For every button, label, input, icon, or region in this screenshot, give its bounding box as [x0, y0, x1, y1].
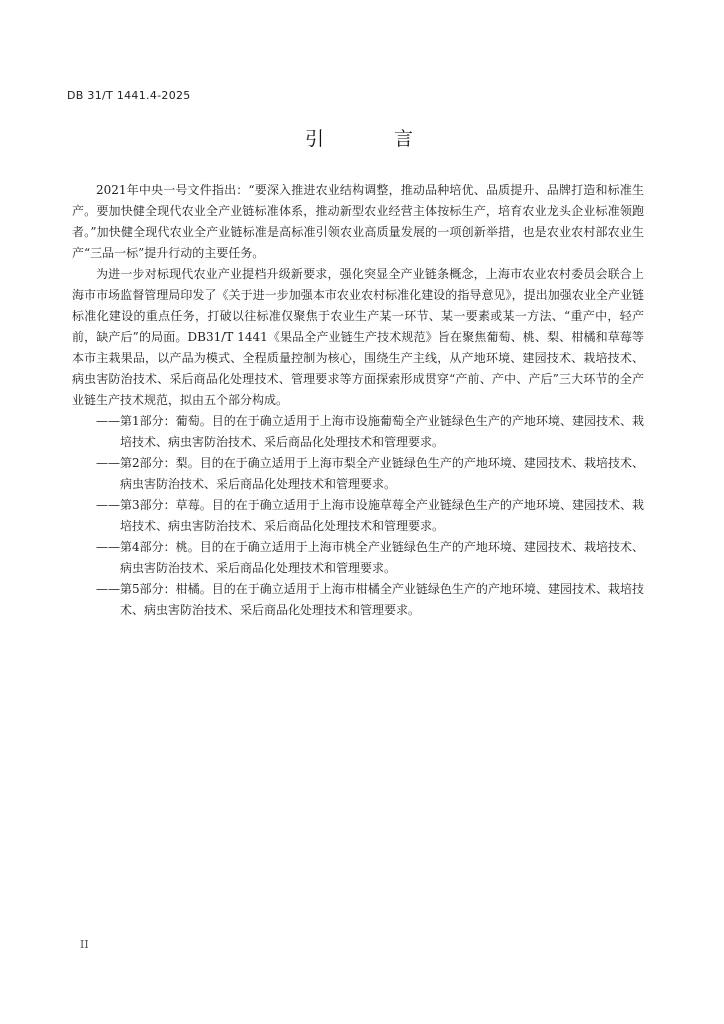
document-code: DB 31/T 1441.4-2025	[67, 89, 191, 102]
paragraph-1: 2021年中央一号文件指出：“要深入推进农业结构调整，推动品种培优、品质提升、品牌打造和标准生产。要加快健全现代农业全产业链标准体系，推动新型农业经营主体按标生产，培育农业龙头企业标准领跑者。”加快健全现代农业全产业链标准是高标准引领农业高质量发展的一项创新举措，也是农业农村部农业生产“三品一标”提升行动的主要任务。	[72, 183, 644, 260]
part-item-2: ——第2部分：梨。目的在于确立适用于上海市梨全产业链绿色生产的产地环境、建园技术、栽培技术、病虫害防治技术、采后商品化处理技术和管理要求。	[96, 456, 644, 491]
introduction-body	[72, 180, 644, 621]
part-item-1: ——第1部分：葡萄。目的在于确立适用于上海市设施葡萄全产业链绿色生产的产地环境、建园技术、栽培技术、病虫害防治技术、采后商品化处理技术和管理要求。	[96, 414, 644, 449]
part-item-5: ——第5部分：柑橘。目的在于确立适用于上海市柑橘全产业链绿色生产的产地环境、建园技术、栽培技术、病虫害防治技术、采后商品化处理技术和管理要求。	[96, 582, 644, 617]
parts-list	[72, 411, 644, 621]
part-item-4: ——第4部分：桃。目的在于确立适用于上海市桃全产业链绿色生产的产地环境、建园技术、栽培技术、病虫害防治技术、采后商品化处理技术和管理要求。	[96, 540, 644, 575]
page-title: 引 言	[304, 128, 446, 150]
page-number: II	[80, 938, 89, 951]
paragraph-2: 为进一步对标现代农业产业提档升级新要求，强化突显全产业链条概念，上海市农业农村委员会联合上海市市场监督管理局印发了《关于进一步加强本市农业农村标准化建设的指导意见》，提出加强农业全产业链标准化建设的重点任务，打破以往标准仅聚焦于农业生产某一环节、某一要素或某一方法、“重产中，轻产前，缺产后”的局面。DB31/T 1441《果品全产业链生产技术规范》旨在聚焦葡萄、桃、梨、柑橘和草莓等本市主栽果品，以产品为模式、全程质量控制为核心，围绕生产主线，从产地环境、建园技术、栽培技术、病虫害防治技术、采后商品化处理技术、管理要求等方面探索形成贯穿“产前、产中、产后”三大环节的全产业链生产技术规范，拟由五个部分构成。	[72, 267, 644, 407]
part-item-3: ——第3部分：草莓。目的在于确立适用于上海市设施草莓全产业链绿色生产的产地环境、建园技术、栽培技术、病虫害防治技术、采后商品化处理技术和管理要求。	[96, 498, 644, 533]
